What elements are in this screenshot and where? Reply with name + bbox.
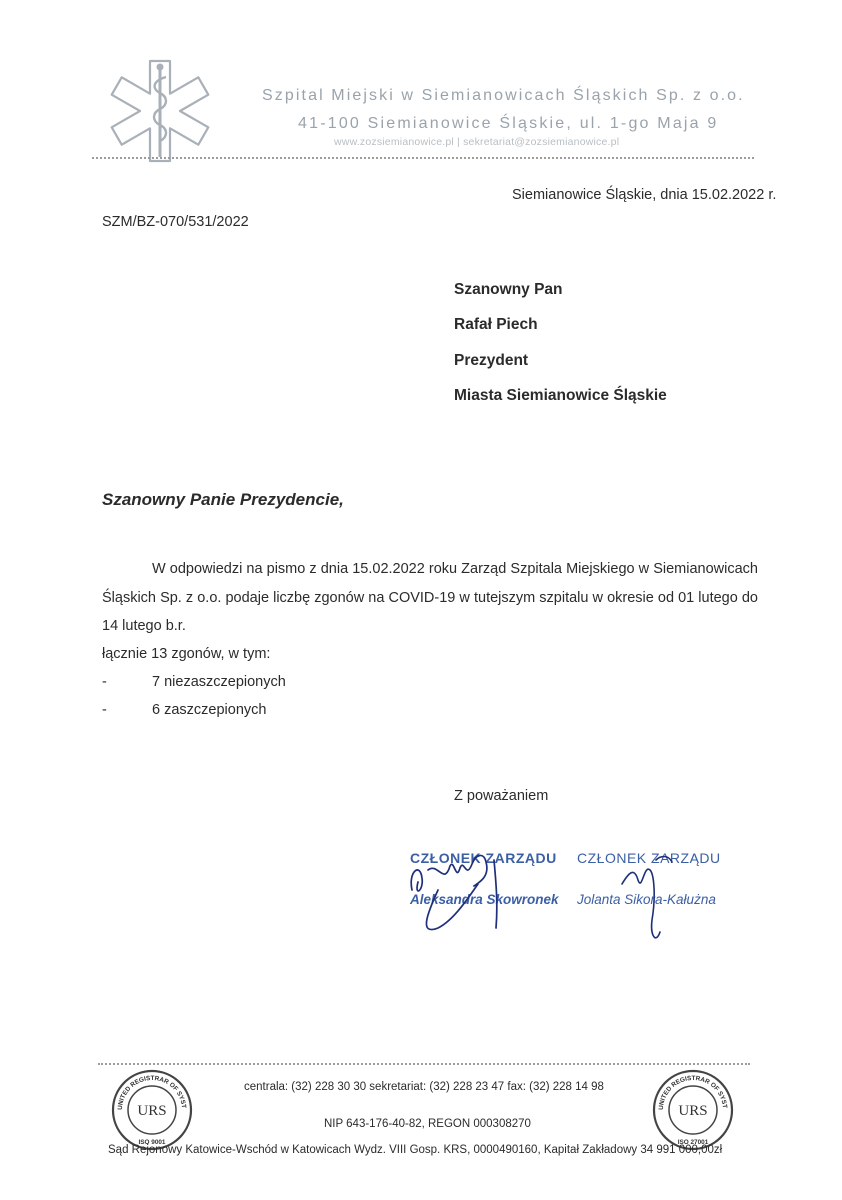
letter-paragraph <box>102 555 758 641</box>
list-item: 6 zaszczepionych <box>152 702 267 718</box>
header-divider <box>92 157 754 159</box>
recipient-line: Prezydent <box>454 352 529 369</box>
recipient-line: Miasta Siemianowice Śląskie <box>454 387 667 404</box>
recipient-line: Rafał Piech <box>454 316 538 333</box>
star-of-life-icon <box>104 55 216 167</box>
iso-9001-seal <box>110 1068 194 1152</box>
list-item-dash: - <box>102 674 107 690</box>
hospital-address: 41-100 Siemianowice Śląskie, ul. 1-go Maja 9 <box>298 115 719 132</box>
seal-center-text: URS <box>678 1103 708 1119</box>
stamp-name: Aleksandra Skowronek <box>410 892 559 907</box>
paragraph-text: W odpowiedzi na pismo z dnia 15.02.2022 roku Zarząd Szpitala Miejskiego w Siemianowicach Śląskich Sp. z o.o. podaje liczbę zgonów na COVID-19 w tutejszym szpitalu w okresie od 01 lutego do 14 lutego b.r. <box>102 561 758 634</box>
hospital-contact: www.zozsiemianowice.pl | sekretariat@zozsiemianowice.pl <box>334 136 620 148</box>
closing: Z poważaniem <box>454 788 549 804</box>
footer-divider <box>98 1063 750 1065</box>
footer-ids: NIP 643-176-40-82, REGON 000308270 <box>324 1118 531 1130</box>
footer-phones: centrala: (32) 228 30 30 sekretariat: (32) 228 23 47 fax: (32) 228 14 98 <box>244 1081 604 1093</box>
place-date: Siemianowice Śląskie, dnia 15.02.2022 r. <box>512 187 777 203</box>
stamp-name: Jolanta Sikora-Kałużna <box>577 892 716 907</box>
stamp-title: CZŁONEK ZARZĄDU <box>577 850 721 866</box>
handwritten-signature <box>612 840 682 955</box>
seal-standard-text: ISO 27001 <box>677 1139 709 1146</box>
list-item-dash: - <box>102 702 107 718</box>
iso-27001-seal <box>651 1068 735 1152</box>
stamp-title: CZŁONEK ZARZĄDU <box>410 850 557 866</box>
hospital-name: Szpital Miejski w Siemianowicach Śląskich Sp. z o.o. <box>262 87 745 104</box>
seal-center-text: URS <box>137 1103 167 1119</box>
reference-number: SZM/BZ-070/531/2022 <box>102 214 249 230</box>
list-item: 7 niezaszczepionych <box>152 674 286 690</box>
total-deaths-line: łącznie 13 zgonów, w tym: <box>102 646 271 662</box>
footer-court: Sąd Rejonowy Katowice-Wschód w Katowicach Wydz. VIII Gosp. KRS, 0000490160, Kapitał Zakładowy 34 991 000,00zł <box>108 1144 723 1156</box>
seal-ring-text: UNITED REGISTRAR OF SYST <box>116 1074 187 1111</box>
seal-standard-text: ISO 9001 <box>138 1139 166 1146</box>
seal-ring-text: UNITED REGISTRAR OF SYST <box>657 1074 728 1111</box>
recipient-line: Szanowny Pan <box>454 281 563 298</box>
handwritten-signature <box>398 832 508 947</box>
salutation: Szanowny Panie Prezydencie, <box>102 490 344 509</box>
